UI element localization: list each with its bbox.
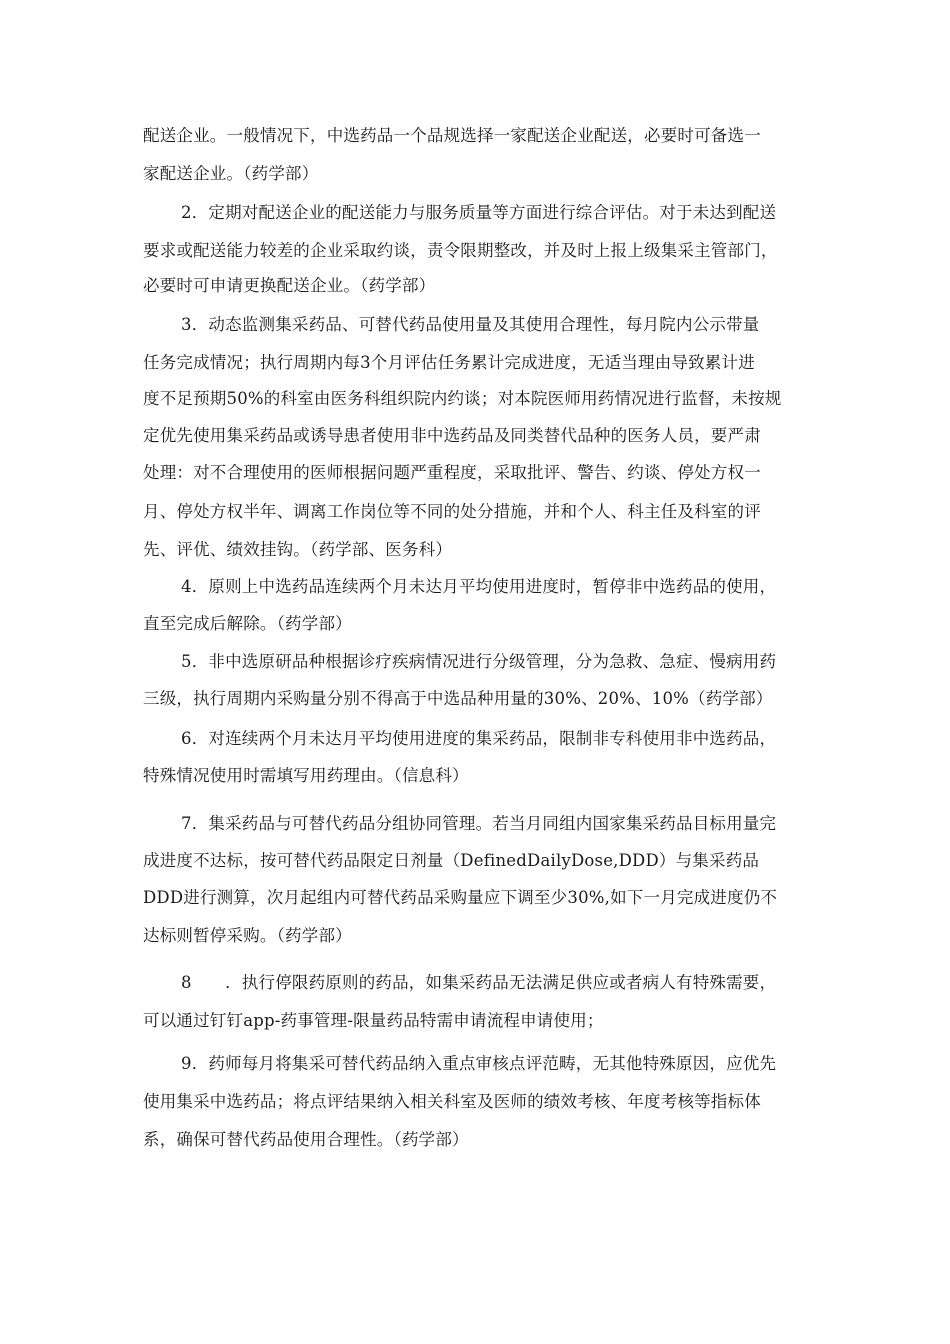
- item-9-first-line: 9．药师每月将集采可替代药品纳入重点审核点评范畴，无其他特殊原因，应优先: [181, 1054, 777, 1073]
- paragraph-line: 达标则暂停采购。（药学部）: [143, 926, 352, 945]
- item-3-first-line: 3．动态监测集采药品、可替代药品使用量及其使用合理性，每月院内公示带量: [181, 315, 760, 334]
- paragraph-line: 配送企业。一般情况下，中选药品一个品规选择一家配送企业配送，必要时可备选一: [143, 126, 761, 145]
- paragraph-line: 使用集采中选药品；将点评结果纳入相关科室及医师的绩效考核、年度考核等指标体: [143, 1092, 761, 1111]
- paragraph-line: 任务完成情况；执行周期内每3个月评估任务累计完成进度，无适当理由导致累计进: [143, 353, 755, 372]
- paragraph-line: 特殊情况使用时需填写用药理由。（信息科）: [143, 766, 469, 785]
- paragraph-line: DDD进行测算，次月起组内可替代药品采购量应下调至少30%,如下一月完成进度仍不: [143, 888, 778, 907]
- paragraph-line: 必要时可申请更换配送企业。（药学部）: [143, 276, 436, 295]
- paragraph-line: 系，确保可替代药品使用合理性。（药学部）: [143, 1130, 469, 1149]
- item-6-first-line: 6．对连续两个月未达月平均使用进度的集采药品，限制非专科使用非中选药品，: [181, 729, 777, 748]
- paragraph-line: 定优先使用集采药品或诱导患者使用非中选药品及同类替代品种的医务人员，要严肃: [143, 426, 761, 445]
- item-5-first-line: 5．非中选原研品种根据诊疗疾病情况进行分级管理，分为急救、急症、慢病用药: [181, 652, 777, 671]
- paragraph-line: 处理：对不合理使用的医师根据问题严重程度，采取批评、警告、约谈、停处方权一: [143, 463, 761, 482]
- paragraph-line: 成进度不达标，按可替代药品限定日剂量（DefinedDailyDose,DDD）与集采药品: [143, 851, 760, 870]
- paragraph-line: 度不足预期50%的科室由医务科组织院内约谈；对本院医师用药情况进行监督，未按规: [143, 389, 782, 408]
- paragraph-line: 直至完成后解除。（药学部）: [143, 614, 352, 633]
- item-4-first-line: 4．原则上中选药品连续两个月未达月平均使用进度时，暂停非中选药品的使用，: [181, 577, 777, 596]
- paragraph-line: 先、评优、绩效挂钩。（药学部、医务科）: [143, 540, 453, 559]
- paragraph-line: 三级，执行周期内采购量分别不得高于中选品种用量的30%、20%、10%（药学部）: [143, 689, 773, 708]
- paragraph-line: 家配送企业。（药学部）: [143, 164, 319, 183]
- paragraph-line: 要求或配送能力较差的企业采取约谈，责令限期整改，并及时上报上级集采主管部门，: [143, 241, 778, 260]
- item-7-first-line: 7．集采药品与可替代药品分组协同管理。若当月同组内国家集采药品目标用量完: [181, 814, 777, 833]
- item-8-first-line: 8 ．执行停限药原则的药品，如集采药品无法满足供应或者病人有特殊需要，: [181, 973, 777, 992]
- item-2-first-line: 2．定期对配送企业的配送能力与服务质量等方面进行综合评估。对于未达到配送: [181, 203, 777, 222]
- paragraph-line: 月、停处方权半年、调离工作岗位等不同的处分措施，并和个人、科主任及科室的评: [143, 502, 761, 521]
- paragraph-line: 可以通过钉钉app-药事管理-限量药品特需申请流程申请使用；: [143, 1011, 604, 1030]
